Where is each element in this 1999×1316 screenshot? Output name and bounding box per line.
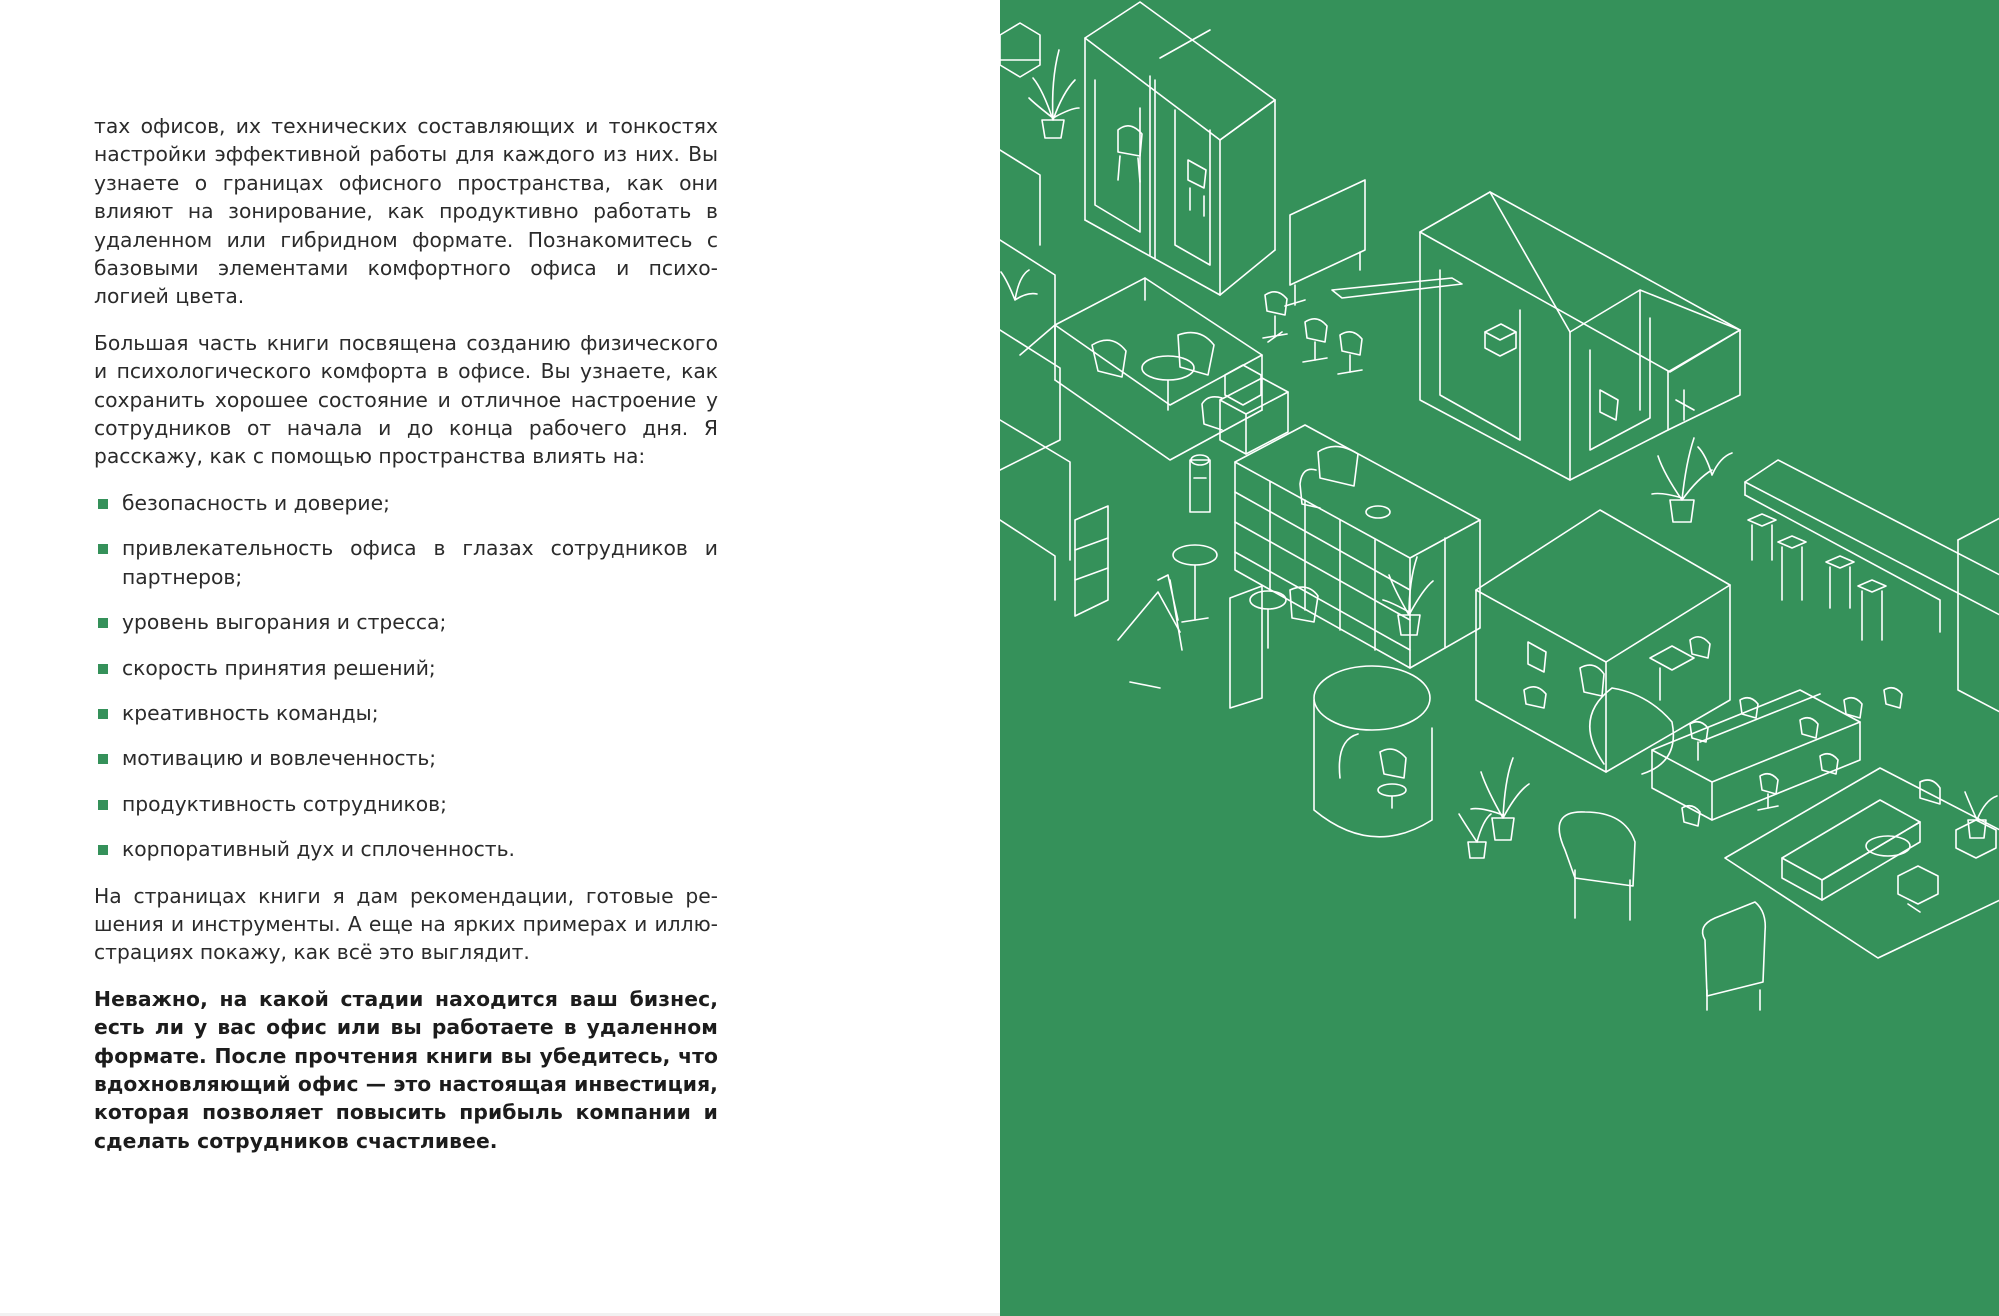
square-bullet-icon — [98, 499, 108, 509]
list-item: уровень выгорания и стресса; — [94, 608, 718, 636]
list-item: безопасность и доверие; — [94, 489, 718, 517]
closing-paragraph: Неважно, на какой стадии находится ваш бизнес, есть ли у вас офис или вы работаете в удаленном формате. После прочтения книги вы убедитесь, что вдохновляющий офис — это настоящая инвестиция, которая позволяет повысить прибыль компании и сделать сотрудников счастливее. — [94, 986, 718, 1153]
list-item: продуктивность сотрудников; — [94, 790, 718, 818]
square-bullet-icon — [98, 618, 108, 628]
list-item: мотивацию и вовлеченность; — [94, 744, 718, 772]
third-paragraph: На страницах книги я дам рекомендации, готовые решения и инструменты. А еще на ярких примерах и иллюстрациях покажу, как всё это выглядит. — [94, 883, 718, 965]
illustration-page — [1000, 0, 1999, 1316]
isometric-office-illustration — [1000, 0, 1999, 1316]
square-bullet-icon — [98, 544, 108, 554]
benefits-list — [94, 489, 718, 864]
second-paragraph: Большая часть книги посвящена созданию физического и психологического комфорта в офисе. Вы узнаете, как сохранить хорошее состояние и отличное настроение у сотрудников от начала и до конца рабочего дня. Я расскажу, как с помощью пространства влиять на: — [94, 330, 718, 469]
list-item: корпоративный дух и сплоченность. — [94, 835, 718, 863]
list-item: привлекательность офиса в глазах сотрудников и партнеров; — [94, 534, 718, 591]
list-item: креативность команды; — [94, 699, 718, 727]
intro-paragraph: тах офисов, их технических составляющих и тонкостях настройки эффективной работы для каждого из них. Вы узнаете о границах офисного пространства, как они влияют на зонирование, как продуктивно работать в удаленном или гибридном формате. Познакомитесь с базовыми элементами комфортного офиса и психологией цвета. — [94, 114, 718, 309]
text-column — [94, 112, 718, 1155]
square-bullet-icon — [98, 754, 108, 764]
square-bullet-icon — [98, 709, 108, 719]
square-bullet-icon — [98, 800, 108, 810]
list-item: скорость принятия решений; — [94, 654, 718, 682]
square-bullet-icon — [98, 664, 108, 674]
square-bullet-icon — [98, 845, 108, 855]
